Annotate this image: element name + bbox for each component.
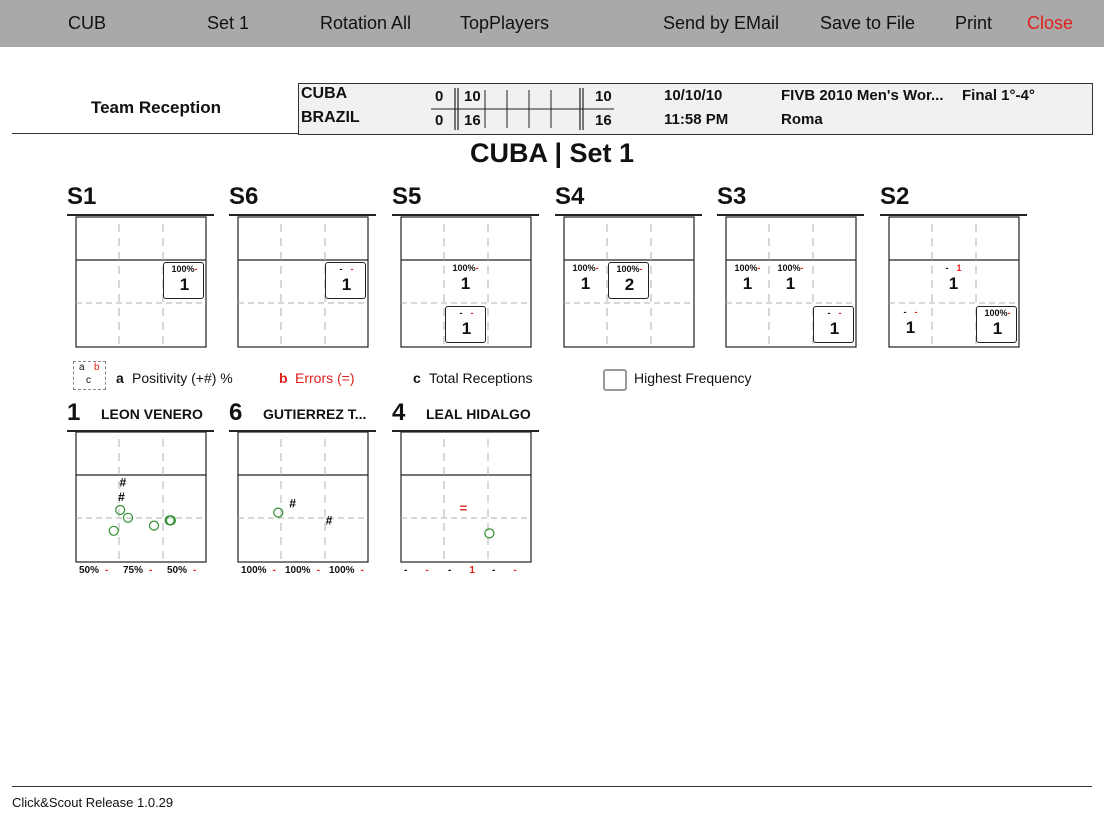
close-button[interactable]: Close bbox=[1027, 13, 1074, 33]
error-value: - bbox=[838, 308, 842, 318]
positivity-value: 100% bbox=[285, 565, 311, 576]
zone-stat-cell[interactable] bbox=[445, 262, 486, 299]
positivity-value: - bbox=[404, 565, 408, 576]
rotation-label: S2 bbox=[880, 183, 910, 210]
legend-letter-c: c bbox=[413, 370, 421, 386]
player-zone-stat bbox=[329, 565, 364, 576]
rotation-label: S1 bbox=[67, 183, 97, 210]
rotation-label: S6 bbox=[229, 183, 259, 210]
error-value: - bbox=[1007, 308, 1011, 318]
positivity-value: - bbox=[492, 565, 496, 576]
zone-stat-header bbox=[770, 263, 811, 273]
zone-stat-cell[interactable] bbox=[325, 262, 366, 299]
positivity-value: - bbox=[459, 308, 463, 318]
legend-letter-b: b bbox=[279, 370, 288, 386]
zone-stat-cell[interactable] bbox=[608, 262, 649, 299]
highest-frequency-checkbox[interactable] bbox=[603, 369, 627, 391]
footer-divider bbox=[12, 786, 1092, 787]
total-value: 1 bbox=[179, 275, 190, 294]
positivity-value: - bbox=[827, 308, 831, 318]
reception-positive-mark bbox=[485, 529, 494, 538]
zone-stat-header bbox=[326, 264, 367, 274]
match-date: 10/10/10 bbox=[664, 87, 723, 104]
top-players-button[interactable]: TopPlayers bbox=[460, 13, 550, 33]
zone-stat-cell[interactable] bbox=[163, 262, 204, 299]
positivity-value: 100% bbox=[984, 308, 1008, 318]
error-value: - bbox=[105, 565, 109, 576]
menu-bar bbox=[0, 0, 1104, 47]
legend-total-label: Total Receptions bbox=[429, 370, 533, 386]
match-city: Roma bbox=[781, 111, 823, 128]
error-value: - bbox=[316, 565, 320, 576]
positivity-value: - bbox=[448, 565, 452, 576]
reception-perfect-mark: # bbox=[289, 496, 296, 511]
player-name: GUTIERREZ T... bbox=[263, 406, 367, 422]
player-zone-stat bbox=[241, 565, 276, 576]
rotation-selector-button[interactable]: Rotation All bbox=[320, 13, 412, 33]
zone-stat-cell[interactable] bbox=[445, 306, 486, 343]
positivity-value: 100% bbox=[616, 264, 640, 274]
zone-stat-header bbox=[565, 263, 606, 273]
version-label: Click&Scout Release 1.0.29 bbox=[12, 795, 174, 810]
total-value: 1 bbox=[461, 319, 472, 338]
zone-stat-header bbox=[727, 263, 768, 273]
team1-name: CUBA bbox=[301, 85, 348, 102]
error-value: - bbox=[513, 565, 517, 576]
error-value: 1 bbox=[469, 565, 475, 576]
player-zone-stat bbox=[167, 565, 196, 576]
player-number: 6 bbox=[229, 399, 243, 426]
reception-perfect-mark: # bbox=[325, 513, 333, 528]
team2-set1-score: 16 bbox=[464, 112, 481, 129]
legend-key-box bbox=[73, 361, 106, 390]
team2-name: BRAZIL bbox=[301, 109, 360, 126]
total-value: 1 bbox=[829, 319, 840, 338]
total-value: 1 bbox=[905, 318, 916, 337]
court-outline bbox=[76, 432, 206, 562]
legend-key-b: b bbox=[94, 362, 100, 373]
player-number: 1 bbox=[67, 399, 81, 426]
reception-perfect-mark: # bbox=[118, 489, 125, 504]
legend-key-c: c bbox=[86, 375, 91, 386]
error-value: - bbox=[595, 263, 599, 273]
player-court bbox=[237, 431, 369, 563]
error-value: - bbox=[425, 565, 429, 576]
error-value: - bbox=[757, 263, 761, 273]
zone-stat-cell[interactable] bbox=[813, 306, 854, 343]
zone-stat-cell[interactable] bbox=[933, 262, 974, 299]
player-court bbox=[400, 431, 532, 563]
rotation-label: S3 bbox=[717, 183, 747, 210]
zone-stat-cell[interactable] bbox=[770, 262, 811, 299]
match-info-box bbox=[298, 83, 1093, 135]
positivity-value: - bbox=[903, 307, 907, 317]
player-court bbox=[75, 431, 207, 563]
positivity-value: 100% bbox=[734, 263, 758, 273]
error-value: 1 bbox=[956, 263, 962, 273]
positivity-value: 75% bbox=[123, 565, 144, 576]
legend-positivity-label: Positivity (+#) % bbox=[132, 370, 233, 386]
player-zone-stat bbox=[123, 565, 152, 576]
save-to-file-button[interactable]: Save to File bbox=[820, 13, 916, 33]
legend-errors-label: Errors (=) bbox=[295, 370, 355, 386]
match-time: 11:58 PM bbox=[664, 111, 729, 128]
player-number: 4 bbox=[392, 399, 406, 426]
player-zone-stat bbox=[79, 565, 108, 576]
error-value: - bbox=[149, 565, 153, 576]
zone-stat-header bbox=[933, 263, 974, 273]
player-name: LEAL HIDALGO bbox=[426, 406, 531, 422]
team2-total-score: 16 bbox=[595, 112, 612, 129]
zone-stat-header bbox=[890, 307, 931, 317]
zone-stat-header bbox=[446, 308, 487, 318]
positivity-value: 100% bbox=[241, 565, 267, 576]
team1-total-score: 10 bbox=[595, 88, 612, 105]
total-value: 2 bbox=[624, 275, 635, 294]
error-value: - bbox=[914, 307, 918, 317]
positivity-value: 50% bbox=[167, 565, 188, 576]
set-score-grid bbox=[429, 84, 619, 134]
send-email-button[interactable]: Send by EMail bbox=[663, 13, 780, 33]
player-name: LEON VENERO bbox=[101, 406, 203, 422]
legend-letter-a: a bbox=[116, 370, 124, 386]
page-title: CUBA | Set 1 bbox=[469, 138, 635, 168]
reception-positive-mark bbox=[109, 526, 118, 535]
zone-stat-cell[interactable] bbox=[976, 306, 1017, 343]
team-selector-button[interactable]: CUB bbox=[68, 13, 107, 33]
competition-name: FIVB 2010 Men's Wor... bbox=[781, 87, 944, 104]
player-zone-stat bbox=[448, 565, 475, 576]
zone-stat-header bbox=[445, 263, 486, 273]
zone-stat-cell[interactable] bbox=[565, 262, 606, 299]
error-value: - bbox=[360, 565, 364, 576]
zone-stat-header bbox=[814, 308, 855, 318]
player-zone-stat bbox=[492, 565, 517, 576]
court-outline bbox=[401, 432, 531, 562]
total-value: 1 bbox=[580, 274, 591, 293]
error-value: - bbox=[350, 264, 354, 274]
team1-set1-score: 10 bbox=[464, 88, 481, 105]
error-value: - bbox=[639, 264, 643, 274]
positivity-value: 100% bbox=[171, 264, 195, 274]
zone-stat-header bbox=[164, 264, 205, 274]
rotation-label: S4 bbox=[555, 183, 585, 210]
zone-stat-cell[interactable] bbox=[890, 306, 931, 343]
player-zone-stat bbox=[285, 565, 320, 576]
reception-positive-mark bbox=[116, 506, 125, 515]
error-value: - bbox=[800, 263, 804, 273]
divider bbox=[12, 133, 299, 134]
error-value: - bbox=[272, 565, 276, 576]
positivity-value: 100% bbox=[329, 565, 355, 576]
total-value: 1 bbox=[341, 275, 352, 294]
print-button[interactable]: Print bbox=[955, 13, 993, 33]
error-value: - bbox=[475, 263, 479, 273]
match-phase: Final 1°-4° bbox=[962, 87, 1035, 104]
zone-stat-header bbox=[609, 264, 650, 274]
highest-frequency-label[interactable]: Highest Frequency bbox=[634, 370, 752, 386]
positivity-value: - bbox=[339, 264, 343, 274]
legend-key-a: a bbox=[79, 362, 85, 373]
positivity-value: 100% bbox=[452, 263, 476, 273]
positivity-value: 50% bbox=[79, 565, 100, 576]
positivity-value: - bbox=[945, 263, 949, 273]
total-value: 1 bbox=[460, 274, 471, 293]
total-value: 1 bbox=[742, 274, 753, 293]
error-value: - bbox=[194, 264, 198, 274]
report-title: Team Reception bbox=[90, 98, 222, 117]
rotation-label: S5 bbox=[392, 183, 422, 210]
positivity-value: 100% bbox=[777, 263, 801, 273]
total-value: 1 bbox=[785, 274, 796, 293]
total-value: 1 bbox=[948, 274, 959, 293]
positivity-value: 100% bbox=[572, 263, 596, 273]
player-zone-stat bbox=[404, 565, 429, 576]
zone-stat-cell[interactable] bbox=[727, 262, 768, 299]
total-value: 1 bbox=[992, 319, 1003, 338]
team1-sets-won: 0 bbox=[435, 88, 444, 105]
reception-error-mark: = bbox=[459, 500, 468, 516]
team2-sets-won: 0 bbox=[435, 112, 444, 129]
reception-positive-mark bbox=[150, 521, 159, 530]
error-value: - bbox=[470, 308, 474, 318]
set-selector-button[interactable]: Set 1 bbox=[207, 13, 250, 33]
error-value: - bbox=[193, 565, 197, 576]
zone-stat-header bbox=[977, 308, 1018, 318]
court-outline bbox=[238, 432, 368, 562]
reception-perfect-mark: # bbox=[119, 475, 127, 490]
